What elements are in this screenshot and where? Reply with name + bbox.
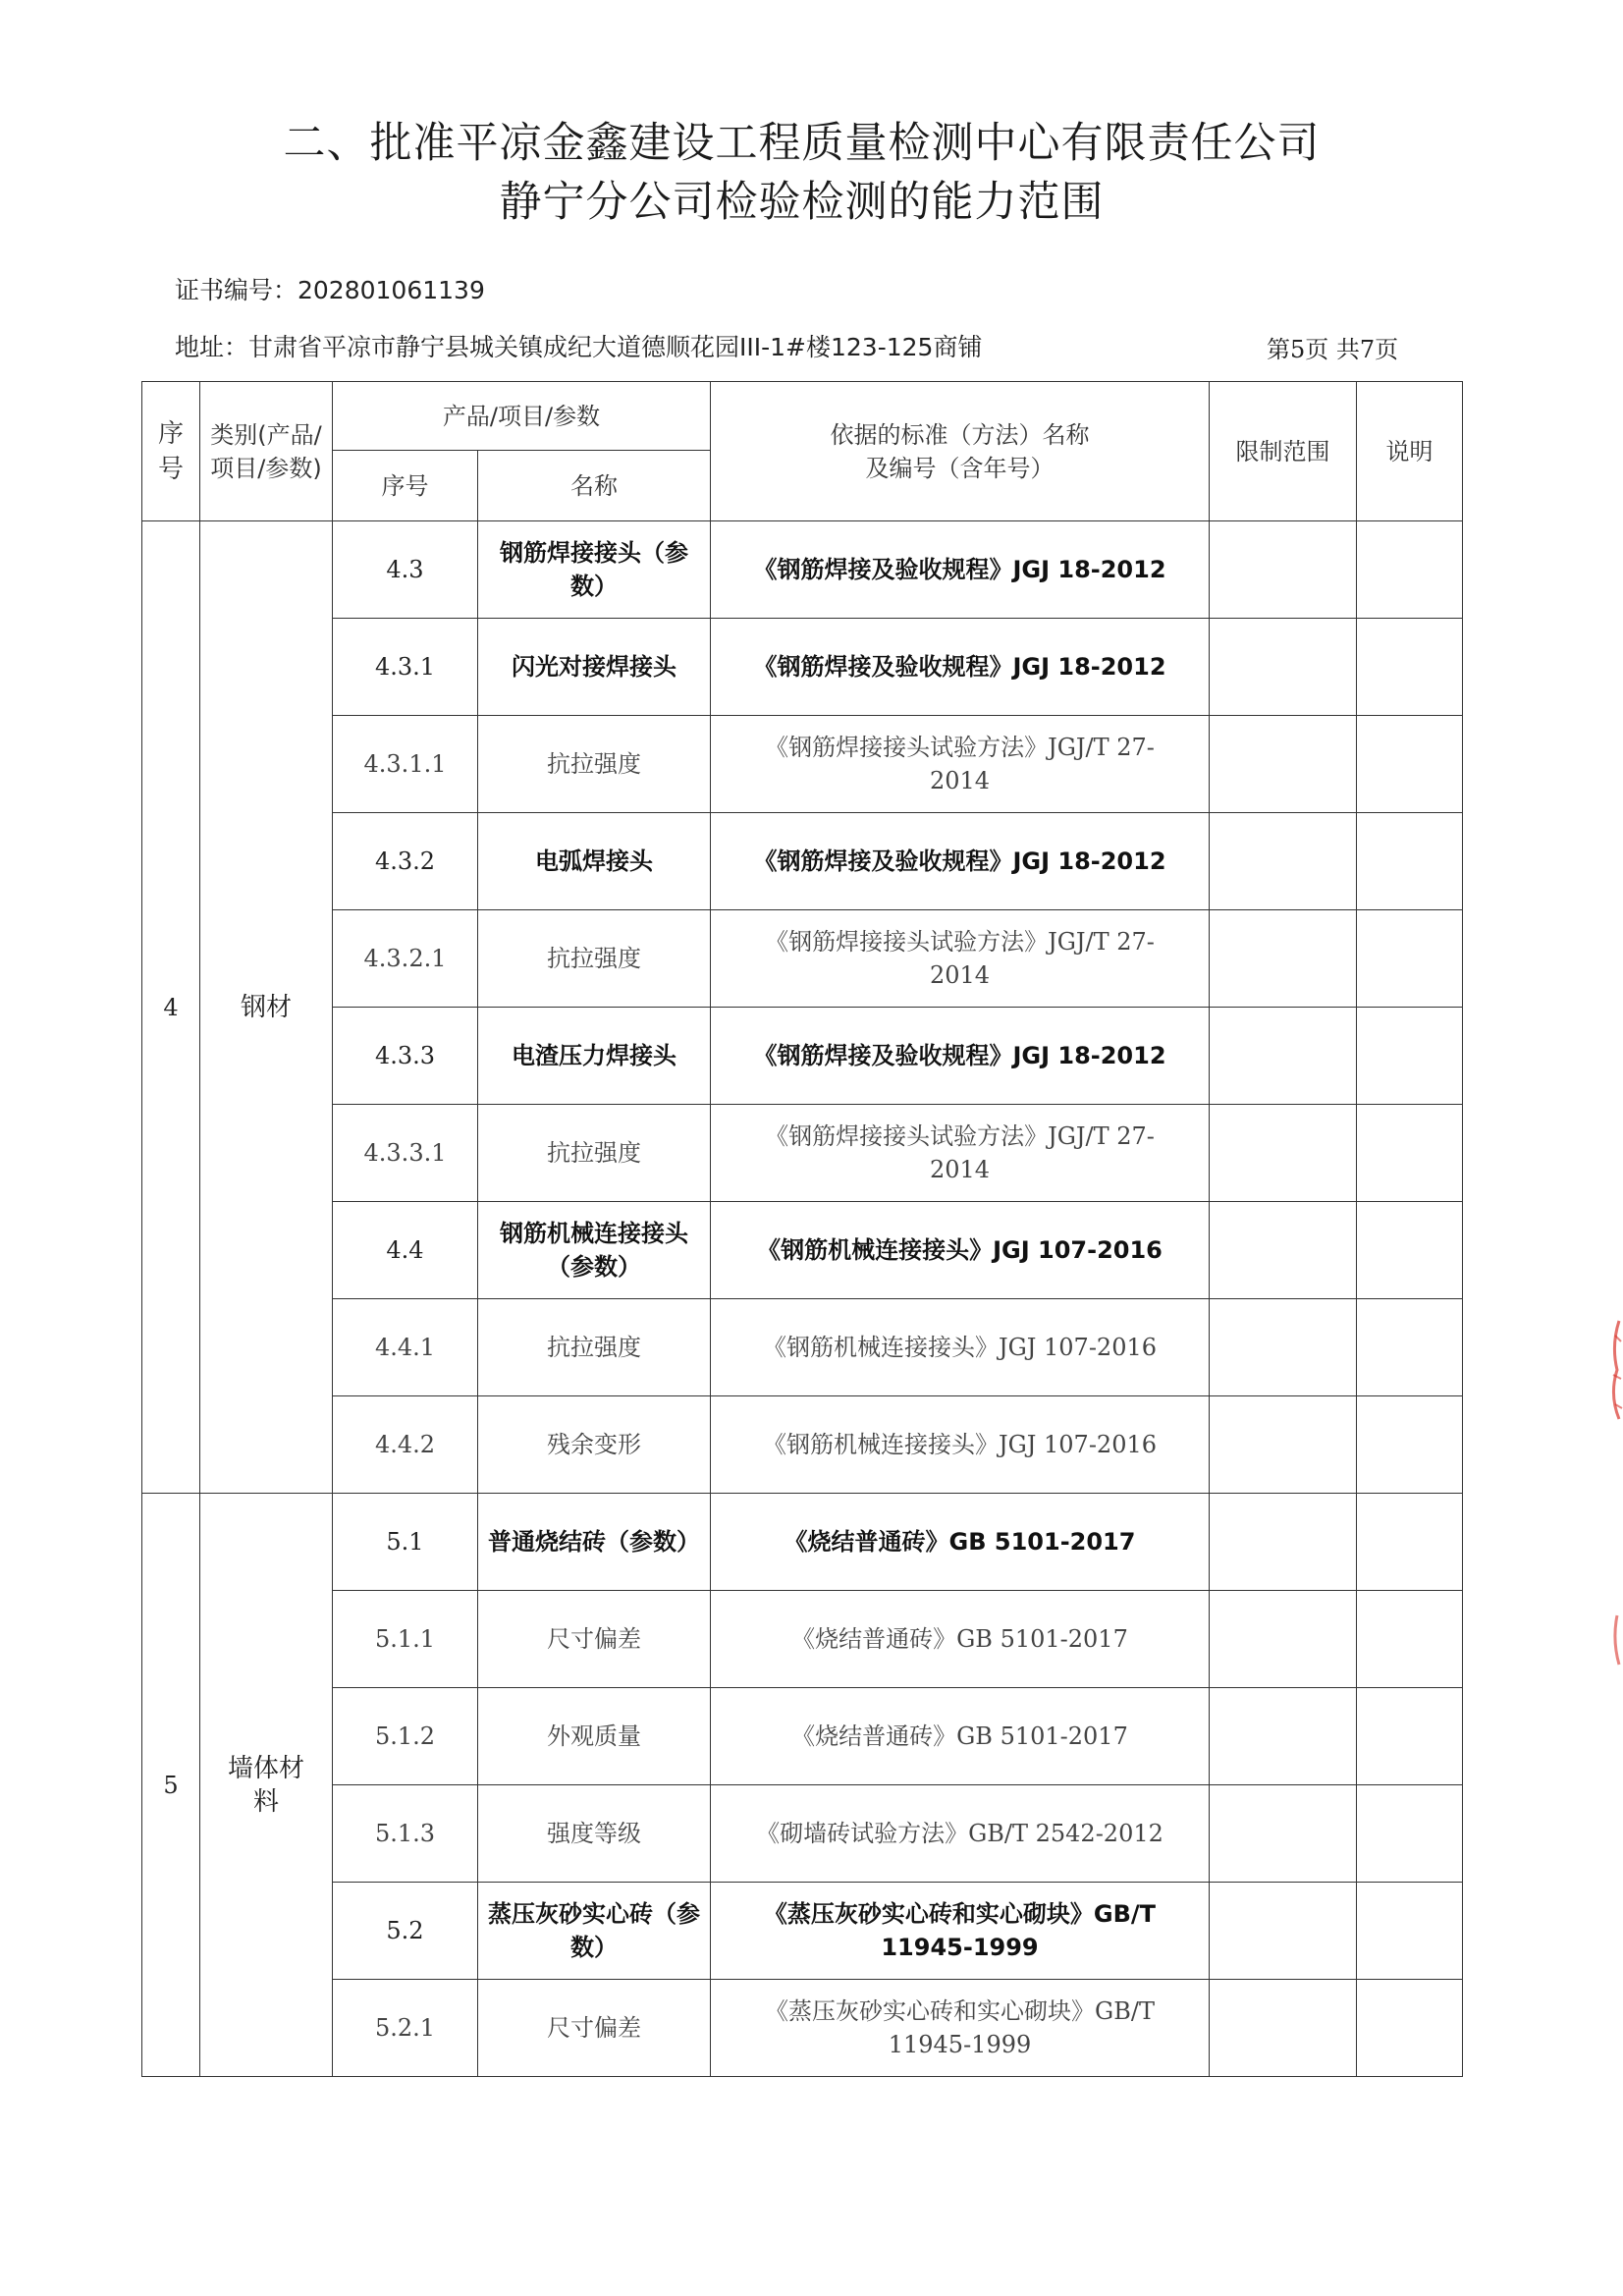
item-limit [1210,1202,1357,1299]
item-code: 4.4.2 [333,1396,478,1494]
item-remark [1357,716,1463,813]
item-code: 4.3.2 [333,813,478,910]
table-row [142,1688,1463,1785]
table-row [142,619,1463,716]
item-code: 5.1.2 [333,1688,478,1785]
item-remark [1357,1105,1463,1202]
item-name: 外观质量 [478,1688,711,1785]
item-code: 4.3.3.1 [333,1105,478,1202]
item-standard: 《钢筋机械连接接头》JGJ 107-2016 [711,1396,1210,1494]
certificate-number: 证书编号：202801061139 [175,276,485,304]
item-limit [1210,1591,1357,1688]
item-standard: 《钢筋焊接接头试验方法》JGJ/T 27-2014 [711,1105,1210,1202]
item-limit [1210,619,1357,716]
item-standard: 《砌墙砖试验方法》GB/T 2542-2012 [711,1785,1210,1883]
item-standard: 《钢筋焊接接头试验方法》JGJ/T 27-2014 [711,910,1210,1008]
header-remark: 说明 [1357,382,1463,521]
item-name: 电弧焊接头 [478,813,711,910]
header-name: 名称 [478,451,711,521]
item-name: 残余变形 [478,1396,711,1494]
header-standard [711,382,1210,521]
item-limit [1210,1980,1357,2077]
header-sub-seq: 序号 [333,451,478,521]
item-name: 普通烧结砖（参数） [478,1494,711,1591]
header-standard-line1: 依据的标准（方法）名称 [830,420,1090,449]
item-standard: 《钢筋焊接及验收规程》JGJ 18-2012 [711,521,1210,619]
item-limit [1210,716,1357,813]
item-standard: 《钢筋焊接及验收规程》JGJ 18-2012 [711,619,1210,716]
item-name: 电渣压力焊接头 [478,1008,711,1105]
item-code: 4.3.1.1 [333,716,478,813]
item-standard: 《蒸压灰砂实心砖和实心砌块》GB/T 11945-1999 [711,1883,1210,1980]
table-row [142,1980,1463,2077]
item-code: 4.3.3 [333,1008,478,1105]
item-limit [1210,1008,1357,1105]
table-row [142,521,1463,619]
header-product-group: 产品/项目/参数 [333,382,711,451]
group-seq: 5 [142,1494,200,2077]
item-remark [1357,1591,1463,1688]
item-limit [1210,1299,1357,1396]
group-category: 钢材 [200,521,333,1494]
item-limit [1210,1494,1357,1591]
item-name: 强度等级 [478,1785,711,1883]
item-name: 抗拉强度 [478,1105,711,1202]
item-standard: 《烧结普通砖》GB 5101-2017 [711,1688,1210,1785]
item-code: 5.1.3 [333,1785,478,1883]
table-row [142,1299,1463,1396]
table-row [142,1105,1463,1202]
item-limit [1210,813,1357,910]
item-standard: 《钢筋焊接及验收规程》JGJ 18-2012 [711,1008,1210,1105]
table-row [142,813,1463,910]
item-standard: 《钢筋焊接接头试验方法》JGJ/T 27-2014 [711,716,1210,813]
scope-table [141,381,1463,2077]
item-name: 抗拉强度 [478,716,711,813]
table-row [142,1785,1463,1883]
item-limit [1210,1785,1357,1883]
address: 地址：甘肃省平凉市静宁县城关镇成纪大道德顺花园III-1#楼123-125商铺 [175,333,983,361]
item-remark [1357,1980,1463,2077]
item-standard: 《蒸压灰砂实心砖和实心砌块》GB/T 11945-1999 [711,1980,1210,2077]
item-standard: 《钢筋机械连接接头》JGJ 107-2016 [711,1299,1210,1396]
item-remark [1357,1396,1463,1494]
item-code: 4.3 [333,521,478,619]
header-seq: 序号 [142,382,200,521]
group-seq: 4 [142,521,200,1494]
table-row [142,910,1463,1008]
red-stamp-edge [1597,1316,1623,1424]
item-remark [1357,1202,1463,1299]
item-standard: 《钢筋机械连接接头》JGJ 107-2016 [711,1202,1210,1299]
red-stamp-edge-lower [1597,1611,1623,1669]
table-row [142,1591,1463,1688]
item-code: 5.2 [333,1883,478,1980]
item-limit [1210,910,1357,1008]
item-remark [1357,1688,1463,1785]
item-name: 钢筋焊接接头（参数） [478,521,711,619]
item-name: 尺寸偏差 [478,1980,711,2077]
item-remark [1357,813,1463,910]
item-code: 4.4 [333,1202,478,1299]
item-remark [1357,910,1463,1008]
item-name: 抗拉强度 [478,1299,711,1396]
page-title-line1: 二、批准平凉金鑫建设工程质量检测中心有限责任公司 [283,119,1321,168]
table-row [142,716,1463,813]
item-remark [1357,521,1463,619]
page-title-line2: 静宁分公司检验检测的能力范围 [499,178,1105,227]
page-info: 第5页 共7页 [1267,336,1399,363]
item-limit [1210,1396,1357,1494]
table-row [142,1396,1463,1494]
item-limit [1210,1688,1357,1785]
item-code: 4.4.1 [333,1299,478,1396]
table-body [142,521,1463,2077]
item-limit [1210,521,1357,619]
item-remark [1357,1299,1463,1396]
item-limit [1210,1105,1357,1202]
item-code: 4.3.2.1 [333,910,478,1008]
item-code: 4.3.1 [333,619,478,716]
item-name: 钢筋机械连接接头（参数） [478,1202,711,1299]
item-name: 尺寸偏差 [478,1591,711,1688]
item-remark [1357,1008,1463,1105]
table-row [142,1202,1463,1299]
item-limit [1210,1883,1357,1980]
item-remark [1357,619,1463,716]
header-limit: 限制范围 [1210,382,1357,521]
header-category: 类别(产品/项目/参数) [200,382,333,521]
item-remark [1357,1785,1463,1883]
item-code: 5.1.1 [333,1591,478,1688]
table-row [142,1008,1463,1105]
table-row [142,1883,1463,1980]
item-remark [1357,1494,1463,1591]
item-name: 闪光对接焊接头 [478,619,711,716]
item-remark [1357,1883,1463,1980]
item-standard: 《烧结普通砖》GB 5101-2017 [711,1591,1210,1688]
item-standard: 《烧结普通砖》GB 5101-2017 [711,1494,1210,1591]
item-name: 蒸压灰砂实心砖（参数） [478,1883,711,1980]
item-code: 5.2.1 [333,1980,478,2077]
item-code: 5.1 [333,1494,478,1591]
table-row [142,1494,1463,1591]
group-category: 墙体材料 [200,1494,333,2077]
item-standard: 《钢筋焊接及验收规程》JGJ 18-2012 [711,813,1210,910]
header-standard-line2: 及编号（含年号） [865,454,1055,482]
item-name: 抗拉强度 [478,910,711,1008]
